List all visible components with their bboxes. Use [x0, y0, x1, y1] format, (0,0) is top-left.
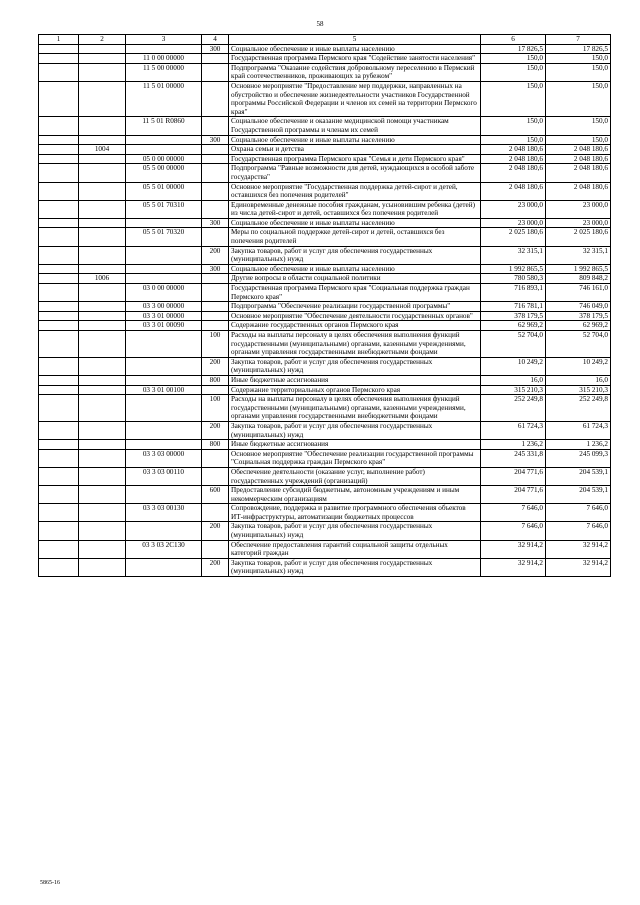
- table-row: [39, 375, 611, 385]
- cell-value-col6: 252 249,8: [481, 395, 546, 422]
- cell-value-col7: 1 992 865,5: [546, 264, 611, 274]
- header-col-6: 6: [481, 35, 546, 45]
- cell-name: Социальное обеспечение и иные выплаты населению: [229, 264, 481, 274]
- cell-name: Содержание территориальных органов Пермского края: [229, 385, 481, 395]
- cell-name: Закупка товаров, работ и услуг для обеспечения государственных (муниципальных) нужд: [229, 421, 481, 439]
- cell-expense-type: 300: [202, 218, 229, 228]
- cell-target-code: [126, 440, 202, 450]
- cell-expense-type: [202, 302, 229, 312]
- cell-value-col7: 2 048 180,6: [546, 154, 611, 164]
- table-row: [39, 558, 611, 576]
- cell-target-code: [126, 395, 202, 422]
- table-row: [39, 54, 611, 64]
- table-row: [39, 540, 611, 558]
- table-row: [39, 449, 611, 467]
- cell-section: [39, 302, 79, 312]
- table-body: [39, 44, 611, 576]
- cell-subsection: [79, 246, 126, 264]
- cell-subsection: [79, 449, 126, 467]
- table-header: [39, 35, 611, 45]
- cell-value-col7: 150,0: [546, 63, 611, 81]
- cell-target-code: [126, 44, 202, 54]
- cell-section: [39, 246, 79, 264]
- cell-value-col7: 245 099,3: [546, 449, 611, 467]
- cell-value-col7: 10 249,2: [546, 357, 611, 375]
- cell-subsection: [79, 218, 126, 228]
- page-number: 58: [316, 20, 324, 28]
- cell-subsection: [79, 302, 126, 312]
- cell-name: Социальное обеспечение и иные выплаты населению: [229, 218, 481, 228]
- header-col-7: 7: [546, 35, 611, 45]
- cell-expense-type: 800: [202, 440, 229, 450]
- cell-expense-type: [202, 182, 229, 200]
- cell-value-col6: 23 000,0: [481, 200, 546, 218]
- table-row: [39, 504, 611, 522]
- table-row: [39, 228, 611, 246]
- cell-value-col6: 2 048 180,6: [481, 164, 546, 182]
- cell-value-col6: 204 771,6: [481, 486, 546, 504]
- cell-section: [39, 164, 79, 182]
- cell-name: Основное мероприятие "Обеспечение деятельности государственных органов": [229, 311, 481, 321]
- cell-section: [39, 311, 79, 321]
- cell-target-code: [126, 357, 202, 375]
- cell-expense-type: 300: [202, 135, 229, 145]
- cell-name: Предоставление субсидий бюджетным, автономным учреждениям и иным некоммерческим организациям: [229, 486, 481, 504]
- cell-value-col6: 2 025 180,6: [481, 228, 546, 246]
- cell-section: [39, 44, 79, 54]
- cell-target-code: 03 3 01 00090: [126, 321, 202, 331]
- cell-value-col6: 150,0: [481, 117, 546, 135]
- cell-section: [39, 375, 79, 385]
- cell-subsection: [79, 154, 126, 164]
- cell-name: Подпрограмма "Оказание содействия добровольному переселению в Пермский край соотечественников, проживающих за рубежом": [229, 63, 481, 81]
- cell-value-col7: 150,0: [546, 54, 611, 64]
- header-col-3: 3: [126, 35, 202, 45]
- cell-name: Подпрограмма "Равные возможности для детей, нуждающихся в особой заботе государства": [229, 164, 481, 182]
- cell-name: Расходы на выплаты персоналу в целях обеспечения выполнения функций государственными (муниципальными) органами, казенными учреждениями, органами управления государственными внебюджетными фондами: [229, 331, 481, 358]
- cell-value-col6: 61 724,3: [481, 421, 546, 439]
- cell-value-col6: 17 826,5: [481, 44, 546, 54]
- cell-section: [39, 228, 79, 246]
- cell-name: Сопровождение, поддержка и развитие программного обеспечения объектов ИТ-инфраструктуры, автоматизации бюджетных процессов: [229, 504, 481, 522]
- cell-target-code: 05 5 01 70320: [126, 228, 202, 246]
- cell-value-col6: 1 236,2: [481, 440, 546, 450]
- cell-subsection: [79, 421, 126, 439]
- header-col-5: 5: [229, 35, 481, 45]
- cell-value-col7: 204 539,1: [546, 486, 611, 504]
- cell-subsection: [79, 200, 126, 218]
- cell-name: Иные бюджетные ассигнования: [229, 375, 481, 385]
- cell-section: [39, 486, 79, 504]
- budget-table: [38, 34, 611, 577]
- cell-section: [39, 145, 79, 155]
- cell-section: [39, 440, 79, 450]
- cell-section: [39, 385, 79, 395]
- cell-expense-type: [202, 145, 229, 155]
- cell-expense-type: 600: [202, 486, 229, 504]
- cell-section: [39, 421, 79, 439]
- cell-subsection: [79, 164, 126, 182]
- cell-subsection: [79, 182, 126, 200]
- header-col-2: 2: [79, 35, 126, 45]
- cell-value-col6: 716 893,1: [481, 284, 546, 302]
- table-row: [39, 331, 611, 358]
- cell-subsection: [79, 486, 126, 504]
- cell-expense-type: [202, 467, 229, 485]
- cell-value-col6: 2 048 180,6: [481, 182, 546, 200]
- cell-expense-type: 800: [202, 375, 229, 385]
- footer-code: 5865-16: [40, 880, 60, 886]
- cell-name: Государственная программа Пермского края "Содействие занятости населения": [229, 54, 481, 64]
- cell-section: [39, 331, 79, 358]
- cell-value-col7: 7 646,0: [546, 522, 611, 540]
- cell-subsection: [79, 264, 126, 274]
- cell-section: [39, 284, 79, 302]
- cell-section: [39, 218, 79, 228]
- cell-target-code: [126, 218, 202, 228]
- cell-subsection: [79, 467, 126, 485]
- cell-subsection: 1006: [79, 274, 126, 284]
- cell-target-code: 05 5 00 00000: [126, 164, 202, 182]
- cell-expense-type: [202, 200, 229, 218]
- cell-target-code: 03 3 03 2С130: [126, 540, 202, 558]
- cell-target-code: 03 3 03 00110: [126, 467, 202, 485]
- cell-value-col6: 7 646,0: [481, 522, 546, 540]
- cell-expense-type: [202, 540, 229, 558]
- cell-target-code: 11 0 00 00000: [126, 54, 202, 64]
- table-row: [39, 182, 611, 200]
- cell-value-col7: 17 826,5: [546, 44, 611, 54]
- cell-name: Социальное обеспечение и иные выплаты населению: [229, 44, 481, 54]
- cell-subsection: [79, 375, 126, 385]
- cell-value-col6: 7 646,0: [481, 504, 546, 522]
- cell-value-col6: 52 704,0: [481, 331, 546, 358]
- cell-section: [39, 395, 79, 422]
- cell-value-col7: 150,0: [546, 135, 611, 145]
- cell-target-code: [126, 264, 202, 274]
- cell-expense-type: [202, 117, 229, 135]
- cell-name: Единовременные денежные пособия гражданам, усыновившим ребенка (детей) из числа детей-сирот и детей, оставшихся без попечения родителей: [229, 200, 481, 218]
- cell-section: [39, 321, 79, 331]
- cell-section: [39, 522, 79, 540]
- cell-value-col6: 10 249,2: [481, 357, 546, 375]
- cell-target-code: [126, 558, 202, 576]
- table-row: [39, 246, 611, 264]
- cell-section: [39, 558, 79, 576]
- cell-expense-type: 200: [202, 522, 229, 540]
- cell-name: Социальное обеспечение и иные выплаты населению: [229, 135, 481, 145]
- cell-target-code: 11 5 01 00000: [126, 81, 202, 116]
- table-row: [39, 467, 611, 485]
- cell-subsection: [79, 321, 126, 331]
- cell-expense-type: [202, 385, 229, 395]
- table-row: [39, 145, 611, 155]
- cell-name: Закупка товаров, работ и услуг для обеспечения государственных (муниципальных) нужд: [229, 357, 481, 375]
- table-row: [39, 357, 611, 375]
- cell-subsection: [79, 117, 126, 135]
- cell-value-col6: 2 048 180,6: [481, 154, 546, 164]
- cell-name: Обеспечение деятельности (оказание услуг, выполнение работ) государственных учреждений (организаций): [229, 467, 481, 485]
- cell-expense-type: [202, 164, 229, 182]
- cell-section: [39, 504, 79, 522]
- cell-subsection: [79, 395, 126, 422]
- cell-expense-type: 300: [202, 264, 229, 274]
- table-row: [39, 302, 611, 312]
- cell-name: Государственная программа Пермского края "Семья и дети Пермского края": [229, 154, 481, 164]
- cell-expense-type: 100: [202, 331, 229, 358]
- cell-subsection: [79, 135, 126, 145]
- cell-name: Закупка товаров, работ и услуг для обеспечения государственных (муниципальных) нужд: [229, 246, 481, 264]
- cell-expense-type: [202, 311, 229, 321]
- cell-target-code: 11 5 01 R0860: [126, 117, 202, 135]
- cell-name: Основное мероприятие "Государственная поддержка детей-сирот и детей, оставшихся без попечения родителей": [229, 182, 481, 200]
- cell-section: [39, 135, 79, 145]
- cell-expense-type: [202, 321, 229, 331]
- table-row: [39, 522, 611, 540]
- cell-value-col6: 150,0: [481, 63, 546, 81]
- cell-value-col6: 32 914,2: [481, 558, 546, 576]
- cell-target-code: 05 5 01 00000: [126, 182, 202, 200]
- cell-subsection: 1004: [79, 145, 126, 155]
- table-row: [39, 440, 611, 450]
- table-row: [39, 117, 611, 135]
- cell-target-code: 03 3 03 00000: [126, 449, 202, 467]
- cell-value-col7: 61 724,3: [546, 421, 611, 439]
- cell-value-col6: 204 771,6: [481, 467, 546, 485]
- cell-section: [39, 117, 79, 135]
- cell-section: [39, 154, 79, 164]
- cell-name: Расходы на выплаты персоналу в целях обеспечения выполнения функций государственными (муниципальными) органами, казенными учреждениями, органами управления государственными внебюджетными фондами: [229, 395, 481, 422]
- cell-section: [39, 540, 79, 558]
- cell-name: Содержание государственных органов Пермского края: [229, 321, 481, 331]
- table-row: [39, 164, 611, 182]
- cell-expense-type: 200: [202, 558, 229, 576]
- cell-section: [39, 467, 79, 485]
- cell-subsection: [79, 284, 126, 302]
- cell-target-code: 11 5 00 00000: [126, 63, 202, 81]
- cell-target-code: 03 3 03 00130: [126, 504, 202, 522]
- cell-name: Подпрограмма "Обеспечение реализации государственной программы": [229, 302, 481, 312]
- cell-target-code: [126, 145, 202, 155]
- table-row: [39, 81, 611, 116]
- cell-value-col7: 746 049,0: [546, 302, 611, 312]
- cell-subsection: [79, 440, 126, 450]
- cell-target-code: [126, 331, 202, 358]
- cell-target-code: [126, 522, 202, 540]
- cell-value-col7: 378 179,5: [546, 311, 611, 321]
- table-row: [39, 154, 611, 164]
- table-row: [39, 311, 611, 321]
- cell-value-col6: 315 210,3: [481, 385, 546, 395]
- cell-value-col7: 16,0: [546, 375, 611, 385]
- cell-value-col7: 252 249,8: [546, 395, 611, 422]
- cell-subsection: [79, 540, 126, 558]
- cell-expense-type: [202, 81, 229, 116]
- cell-target-code: [126, 421, 202, 439]
- cell-section: [39, 81, 79, 116]
- cell-value-col7: 62 969,2: [546, 321, 611, 331]
- cell-value-col7: 32 315,1: [546, 246, 611, 264]
- cell-value-col6: 716 781,1: [481, 302, 546, 312]
- cell-name: Основное мероприятие "Предоставление мер поддержки, направленных на обустройство и обеспечение жизнедеятельности участников Государственной программы Российской Федерации и членов их семей на территории Пермского края": [229, 81, 481, 116]
- cell-value-col7: 2 025 180,6: [546, 228, 611, 246]
- cell-name: Основное мероприятие "Обеспечение реализации государственной программы "Социальная поддержка граждан Пермского края": [229, 449, 481, 467]
- cell-expense-type: [202, 54, 229, 64]
- cell-value-col7: 32 914,2: [546, 558, 611, 576]
- cell-target-code: [126, 246, 202, 264]
- table-row: [39, 421, 611, 439]
- cell-expense-type: [202, 274, 229, 284]
- cell-value-col7: 2 048 180,6: [546, 145, 611, 155]
- cell-value-col7: 746 161,0: [546, 284, 611, 302]
- cell-section: [39, 63, 79, 81]
- cell-value-col6: 32 315,1: [481, 246, 546, 264]
- cell-value-col6: 23 000,0: [481, 218, 546, 228]
- cell-section: [39, 182, 79, 200]
- cell-value-col7: 809 848,2: [546, 274, 611, 284]
- cell-value-col6: 150,0: [481, 135, 546, 145]
- cell-subsection: [79, 504, 126, 522]
- cell-value-col6: 16,0: [481, 375, 546, 385]
- cell-section: [39, 54, 79, 64]
- cell-subsection: [79, 81, 126, 116]
- table-row: [39, 44, 611, 54]
- cell-expense-type: [202, 154, 229, 164]
- header-col-4: 4: [202, 35, 229, 45]
- cell-target-code: 05 5 01 70310: [126, 200, 202, 218]
- cell-section: [39, 200, 79, 218]
- cell-value-col6: 245 331,8: [481, 449, 546, 467]
- cell-target-code: 03 0 00 00000: [126, 284, 202, 302]
- table-row: [39, 218, 611, 228]
- cell-value-col7: 150,0: [546, 117, 611, 135]
- cell-expense-type: 200: [202, 246, 229, 264]
- table-row: [39, 284, 611, 302]
- cell-name: Меры по социальной поддержке детей-сирот и детей, оставшихся без попечения родителей: [229, 228, 481, 246]
- cell-expense-type: [202, 449, 229, 467]
- table-row: [39, 200, 611, 218]
- cell-expense-type: [202, 504, 229, 522]
- cell-expense-type: [202, 228, 229, 246]
- cell-expense-type: 100: [202, 395, 229, 422]
- cell-target-code: [126, 375, 202, 385]
- cell-section: [39, 264, 79, 274]
- cell-target-code: 05 0 00 00000: [126, 154, 202, 164]
- cell-name: Закупка товаров, работ и услуг для обеспечения государственных (муниципальных) нужд: [229, 558, 481, 576]
- cell-value-col6: 378 179,5: [481, 311, 546, 321]
- cell-target-code: [126, 486, 202, 504]
- cell-name: Социальное обеспечение и оказание медицинской помощи участникам Государственной программы и членам их семей: [229, 117, 481, 135]
- cell-subsection: [79, 385, 126, 395]
- cell-name: Закупка товаров, работ и услуг для обеспечения государственных (муниципальных) нужд: [229, 522, 481, 540]
- cell-expense-type: 200: [202, 421, 229, 439]
- cell-value-col7: 2 048 180,6: [546, 164, 611, 182]
- cell-target-code: 03 3 01 00100: [126, 385, 202, 395]
- table-row: [39, 321, 611, 331]
- cell-expense-type: 300: [202, 44, 229, 54]
- table-row: [39, 486, 611, 504]
- cell-target-code: [126, 135, 202, 145]
- cell-expense-type: [202, 63, 229, 81]
- cell-subsection: [79, 44, 126, 54]
- cell-value-col6: 62 969,2: [481, 321, 546, 331]
- cell-value-col6: 150,0: [481, 81, 546, 116]
- cell-value-col7: 150,0: [546, 81, 611, 116]
- cell-value-col7: 1 236,2: [546, 440, 611, 450]
- cell-name: Охрана семьи и детства: [229, 145, 481, 155]
- cell-section: [39, 357, 79, 375]
- cell-subsection: [79, 228, 126, 246]
- table-row: [39, 135, 611, 145]
- cell-value-col6: 32 914,2: [481, 540, 546, 558]
- cell-target-code: [126, 274, 202, 284]
- cell-value-col6: 780 580,3: [481, 274, 546, 284]
- table-row: [39, 63, 611, 81]
- cell-value-col7: 204 539,1: [546, 467, 611, 485]
- cell-subsection: [79, 63, 126, 81]
- table-row: [39, 264, 611, 274]
- cell-subsection: [79, 357, 126, 375]
- cell-value-col7: 2 048 180,6: [546, 182, 611, 200]
- cell-value-col7: 32 914,2: [546, 540, 611, 558]
- table-row: [39, 385, 611, 395]
- cell-subsection: [79, 558, 126, 576]
- header-col-1: 1: [39, 35, 79, 45]
- cell-value-col7: 315 210,3: [546, 385, 611, 395]
- cell-value-col6: 150,0: [481, 54, 546, 64]
- cell-subsection: [79, 522, 126, 540]
- cell-name: Обеспечение предоставления гарантий социальной защиты отдельных категорий граждан: [229, 540, 481, 558]
- cell-subsection: [79, 311, 126, 321]
- cell-value-col6: 2 048 180,6: [481, 145, 546, 155]
- cell-section: [39, 274, 79, 284]
- cell-name: Иные бюджетные ассигнования: [229, 440, 481, 450]
- cell-name: Другие вопросы в области социальной политики: [229, 274, 481, 284]
- table-row: [39, 274, 611, 284]
- cell-target-code: 03 3 01 00000: [126, 311, 202, 321]
- cell-subsection: [79, 331, 126, 358]
- cell-expense-type: [202, 284, 229, 302]
- cell-expense-type: 200: [202, 357, 229, 375]
- cell-value-col7: 52 704,0: [546, 331, 611, 358]
- cell-section: [39, 449, 79, 467]
- table-row: [39, 395, 611, 422]
- cell-name: Государственная программа Пермского края "Социальная поддержка граждан Пермского края": [229, 284, 481, 302]
- cell-value-col7: 23 000,0: [546, 200, 611, 218]
- cell-value-col7: 23 000,0: [546, 218, 611, 228]
- cell-value-col7: 7 646,0: [546, 504, 611, 522]
- cell-target-code: 03 3 00 00000: [126, 302, 202, 312]
- cell-subsection: [79, 54, 126, 64]
- cell-value-col6: 1 992 865,5: [481, 264, 546, 274]
